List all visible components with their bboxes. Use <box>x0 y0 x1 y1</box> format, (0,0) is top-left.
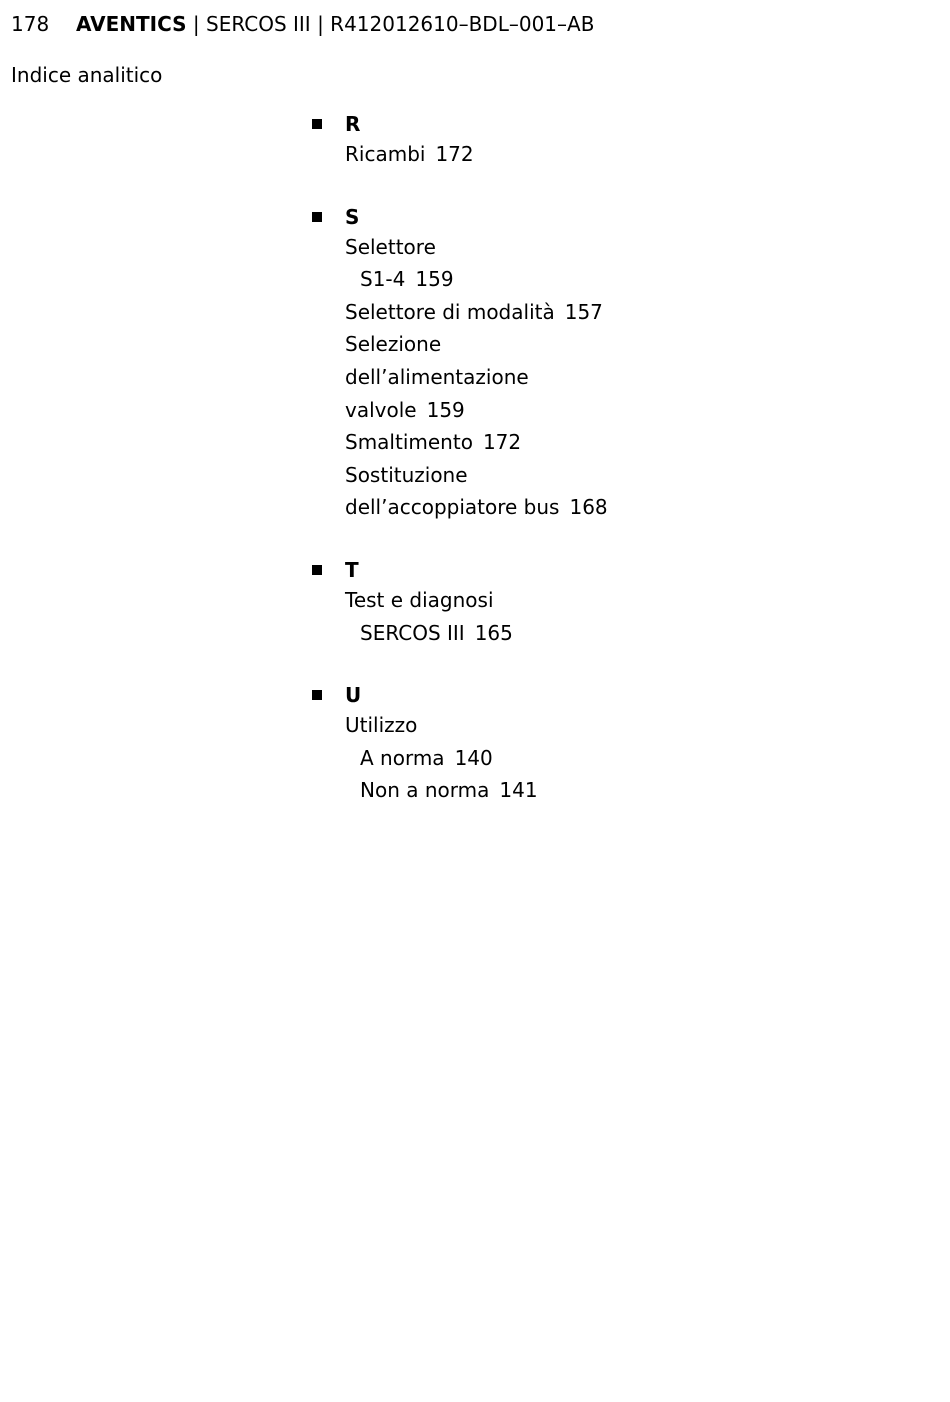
entry-page-ref[interactable]: 159 <box>415 267 454 292</box>
index-letter: S <box>345 204 360 229</box>
index-letter: R <box>345 112 361 136</box>
entry-term: dell’alimentazione <box>345 364 529 389</box>
index-subentry <box>360 742 870 775</box>
index-entry <box>345 296 870 329</box>
index-subentry <box>360 263 870 296</box>
index-group-r <box>310 110 870 171</box>
brand-name: AVENTICS <box>76 12 187 36</box>
index-letter-row <box>310 203 870 231</box>
section-title: Indice analitico <box>11 63 163 87</box>
index-subentry <box>360 617 870 650</box>
entry-term: valvole <box>345 397 417 422</box>
entry-term: Ricambi <box>345 142 426 166</box>
entry-page-ref[interactable]: 168 <box>569 495 608 520</box>
entry-term: SERCOS III <box>360 620 465 645</box>
entry-term: Utilizzo <box>345 713 418 738</box>
entry-term: Sostituzione <box>345 462 468 487</box>
entry-page-ref[interactable]: 172 <box>482 430 522 455</box>
square-bullet-icon <box>312 690 322 700</box>
square-bullet-icon <box>312 212 322 222</box>
index-entry-continuation <box>345 491 870 524</box>
index-letter: U <box>345 683 362 708</box>
index-group-t <box>310 556 870 649</box>
entry-page-ref[interactable]: 157 <box>564 299 603 324</box>
index-entry-continuation <box>345 394 870 427</box>
index-group-u <box>310 681 870 807</box>
alphabetical-index <box>310 110 870 839</box>
index-entry <box>345 459 870 492</box>
index-entry <box>345 231 870 264</box>
entry-page-ref[interactable]: 140 <box>454 745 493 770</box>
entry-page-ref[interactable]: 159 <box>426 397 465 422</box>
entry-term: dell’accoppiatore bus <box>345 495 560 520</box>
index-entry-continuation <box>345 361 870 394</box>
index-entry <box>345 709 870 742</box>
index-letter-row <box>310 681 870 709</box>
entry-page-ref[interactable]: 165 <box>474 620 513 645</box>
entry-term: S1-4 <box>360 267 406 292</box>
product-name: SERCOS III <box>206 12 311 36</box>
index-group-s <box>310 203 870 524</box>
entry-term: Selettore di modalità <box>345 299 555 324</box>
index-entry <box>345 328 870 361</box>
document-number: R412012610–BDL–001–AB <box>330 12 595 36</box>
entry-term: Selezione <box>345 332 442 357</box>
index-letter: T <box>345 557 359 582</box>
header-separator: | <box>317 12 324 36</box>
index-entry <box>345 584 870 617</box>
header-separator: | <box>192 12 200 36</box>
entry-page-ref[interactable]: 172 <box>435 142 474 166</box>
entry-term: Selettore <box>345 234 436 259</box>
index-letter-row <box>310 556 870 584</box>
entry-term: Non a norma <box>360 778 490 803</box>
entry-term: A norma <box>360 745 445 770</box>
square-bullet-icon <box>312 565 322 575</box>
index-entry <box>345 138 870 171</box>
index-subentry <box>360 774 870 807</box>
index-entry <box>345 426 870 459</box>
square-bullet-icon <box>312 119 322 129</box>
page-header <box>11 10 594 38</box>
index-letter-row <box>310 110 870 138</box>
entry-term: Test e diagnosi <box>345 587 494 612</box>
page-number: 178 <box>11 12 50 36</box>
entry-term: Smaltimento <box>345 430 473 455</box>
entry-page-ref[interactable]: 141 <box>499 778 538 803</box>
